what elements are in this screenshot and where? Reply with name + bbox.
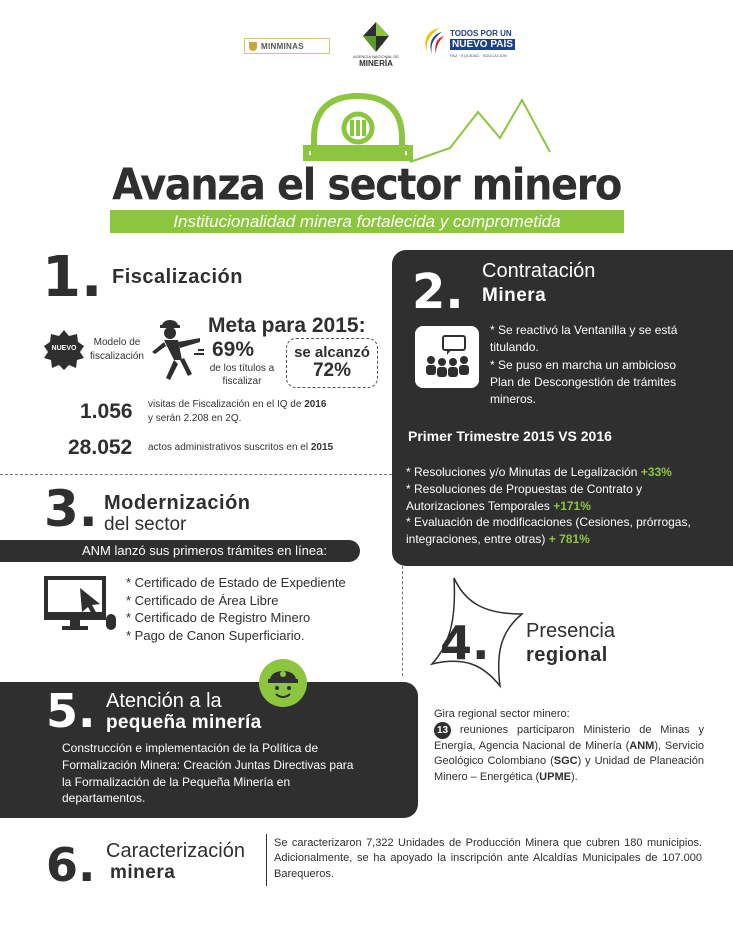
count-badge: 13 — [434, 722, 451, 739]
computer-cursor-icon — [44, 576, 122, 636]
meta-percent: 69% — [212, 338, 255, 361]
section5-number: 5. — [46, 684, 96, 738]
stat2-number: 28.052 — [68, 436, 133, 459]
section6-text: Se caracterizaron 7,322 Unidades de Producción Minera que cubren 180 municipios. Adicionalmente, se ha apoyado la inscripción ante Alcaldías Municipales de 107.000 Barequeros. — [274, 837, 702, 880]
section4-number: 4. — [440, 616, 490, 670]
page-title: Avanza el sector minero — [112, 159, 621, 211]
section5-title-light: Atención a la — [106, 690, 222, 712]
section4-gira: Gira regional sector minero: — [434, 708, 570, 720]
section2-number: 2. — [412, 264, 464, 320]
model-text: Modelo de fiscalización — [90, 337, 144, 362]
shield-icon — [249, 42, 257, 51]
section5-title-bold: pequeña minería — [106, 712, 262, 733]
divider-vertical-right — [402, 566, 403, 676]
section3-title-light: del sector — [104, 514, 187, 535]
section3-list — [126, 574, 346, 644]
new-badge-label: NUEVO — [51, 345, 77, 352]
section4-title-light: Presencia — [526, 620, 615, 642]
diamond-icon — [363, 22, 389, 52]
achieved-label: se alcanzó — [294, 344, 370, 361]
section3-banner — [0, 540, 360, 562]
logo-anm: AGENCIA NACIONAL DE MINERÍA — [352, 22, 400, 70]
section6-title-light: Caracterización — [106, 840, 245, 862]
section4-text: 13 reuniones participaron Ministerio de Minas y Energía, Agencia Nacional de Minería (ANM), Servicio Geológico Colombiano (SGC) y Unidad de Planeación Minero – Energética (UPME). — [434, 724, 704, 783]
meta-title: Meta para 2015: — [208, 314, 366, 337]
section6-title-bold: minera — [110, 862, 176, 883]
divider-s1-s3 — [0, 474, 392, 475]
list-item: * Certificado de Registro Minero — [126, 610, 311, 626]
section3-number: 3. — [44, 480, 98, 538]
section2-bullet2: * Se puso en marcha un ambicioso Plan de Descongestión de trámites mineros. — [490, 358, 677, 406]
page-subtitle: Institucionalidad minera fortalecida y comprometida — [173, 212, 561, 231]
section2-item: * Resoluciones y/o Minutas de Legalización +33% — [406, 465, 672, 479]
logo-nuevo-pais: TODOS POR UN NUEVO PAÍS PAZ · EQUIDAD · EDUCACIÓN — [420, 26, 520, 66]
inspector-person-icon — [148, 316, 206, 386]
stat1-number: 1.056 — [80, 400, 133, 423]
section1-title: Fiscalización — [112, 266, 243, 288]
section3-banner-text: ANM lanzó sus primeros trámites en línea: — [82, 543, 327, 558]
subtitle-banner — [110, 210, 624, 233]
stat1-text: visitas de Fiscalización en el IQ de 2016 y serán 2.208 en 2Q. — [148, 399, 327, 424]
section6-divider — [266, 834, 267, 886]
speech-group-icon — [415, 326, 479, 388]
section2-bullet1: * Se reactivó la Ventanilla y se está titulando. — [490, 323, 678, 354]
list-item: * Pago de Canon Superficiario. — [126, 627, 305, 643]
achieved-percent: 72% — [312, 360, 352, 381]
logo-minminas: MINMINAS — [244, 38, 330, 54]
section2-items — [406, 464, 722, 548]
flag-swoosh-icon — [420, 26, 446, 56]
achieved-box — [286, 338, 378, 388]
speech-group-icon-box — [415, 326, 479, 388]
miner-face-icon — [258, 658, 308, 708]
list-item: * Certificado de Área Libre — [126, 592, 279, 608]
section2-item: * Evaluación de modificaciones (Cesiones, prórrogas, integraciones, entre otras) + 781% — [406, 515, 691, 547]
section2-subhead: Primer Trimestre 2015 VS 2016 — [408, 428, 612, 444]
section2-title-bold: Minera — [482, 285, 547, 306]
section2-title-light: Contratación — [482, 260, 596, 282]
helmet-mountain-illustration — [300, 90, 560, 170]
section4-title-bold: regional — [526, 644, 608, 666]
section6-number: 6. — [46, 838, 96, 892]
mountain-line — [410, 100, 550, 162]
meta-description: de los títulos a fiscalizar — [209, 363, 275, 387]
section2-item: * Resoluciones de Propuestas de Contrato y Autorizaciones Temporales +171% — [406, 481, 643, 513]
stat2-text: actos administrativos suscritos en el 2015 — [148, 442, 334, 453]
section5-text: Construcción e implementación de la Política de Formalización Minera: Creación Juntas Directivas para la Formalización de la Pequeña Minería en departamentos. — [62, 741, 354, 806]
list-item: * Certificado de Estado de Expediente — [126, 575, 346, 590]
section1-number: 1. — [42, 245, 103, 310]
section3-title-bold: Modernización — [104, 492, 251, 514]
